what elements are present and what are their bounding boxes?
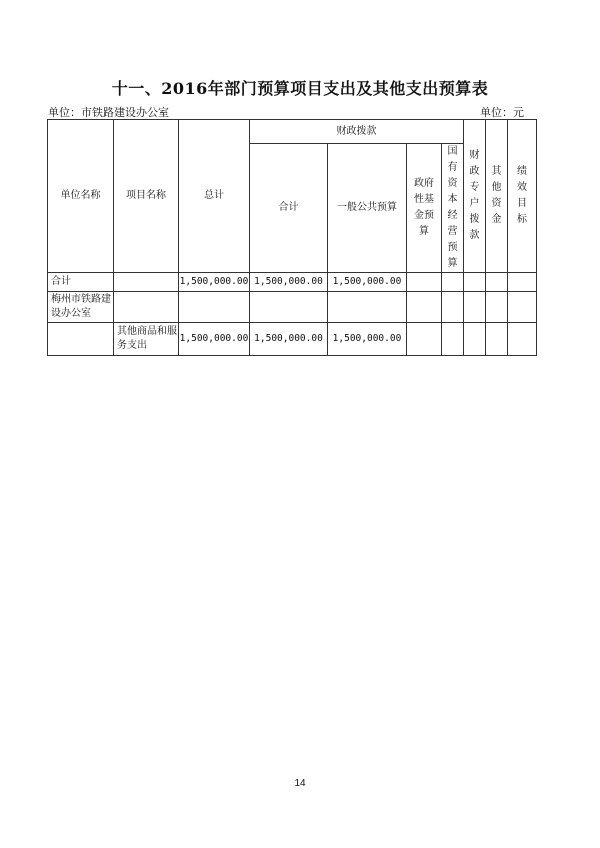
table-row xyxy=(48,273,537,292)
header-fiscal-sum: 合计 xyxy=(250,144,328,273)
row-unit xyxy=(48,323,114,356)
empty-cell xyxy=(486,323,508,356)
row-project xyxy=(114,292,179,323)
empty-cell xyxy=(464,292,486,323)
row-fiscal-sum: 1,500,000.00 xyxy=(250,273,328,292)
header-project-name: 项目名称 xyxy=(114,120,179,273)
empty-cell xyxy=(486,273,508,292)
row-total: 1,500,000.00 xyxy=(179,323,250,356)
header-other-funds: 其他资金 xyxy=(486,120,508,273)
table-row xyxy=(48,292,537,323)
header-state-capital-budget: 国有资本经营预算 xyxy=(442,144,464,273)
empty-cell xyxy=(442,323,464,356)
unit-label: 单位：市铁路建设办公室 xyxy=(48,106,169,119)
empty-cell xyxy=(464,323,486,356)
empty-cell xyxy=(464,273,486,292)
header-performance-target: 绩效目标 xyxy=(508,120,537,273)
currency-unit-label: 单位：元 xyxy=(480,106,524,119)
empty-cell xyxy=(407,292,442,323)
empty-cell xyxy=(508,323,537,356)
row-general-budget: 1,500,000.00 xyxy=(328,273,407,292)
empty-cell xyxy=(508,292,537,323)
header-general-budget: 一般公共预算 xyxy=(328,144,407,273)
empty-cell xyxy=(407,323,442,356)
row-unit: 梅州市铁路建设办公室 xyxy=(48,292,114,323)
page-number: 14 xyxy=(294,778,306,789)
row-total xyxy=(179,292,250,323)
table-row xyxy=(48,323,537,356)
header-total: 总计 xyxy=(179,120,250,273)
header-gov-fund-budget: 政府性基金预算 xyxy=(407,144,442,273)
header-special-account: 财政专户拨款 xyxy=(464,120,486,273)
row-general-budget: 1,500,000.00 xyxy=(328,323,407,356)
empty-cell xyxy=(508,273,537,292)
empty-cell xyxy=(442,273,464,292)
row-fiscal-sum xyxy=(250,292,328,323)
row-total: 1,500,000.00 xyxy=(179,273,250,292)
header-fiscal-allocation: 财政拨款 xyxy=(250,120,464,144)
row-fiscal-sum: 1,500,000.00 xyxy=(250,323,328,356)
page-title: 十一、2016年部门预算项目支出及其他支出预算表 xyxy=(111,79,489,98)
empty-cell xyxy=(442,292,464,323)
empty-cell xyxy=(407,273,442,292)
empty-cell xyxy=(486,292,508,323)
row-unit: 合计 xyxy=(48,273,114,292)
row-general-budget xyxy=(328,292,407,323)
row-project xyxy=(114,273,179,292)
header-unit-name: 单位名称 xyxy=(48,120,114,273)
budget-table xyxy=(47,119,537,356)
row-project: 其他商品和服务支出 xyxy=(114,323,179,356)
